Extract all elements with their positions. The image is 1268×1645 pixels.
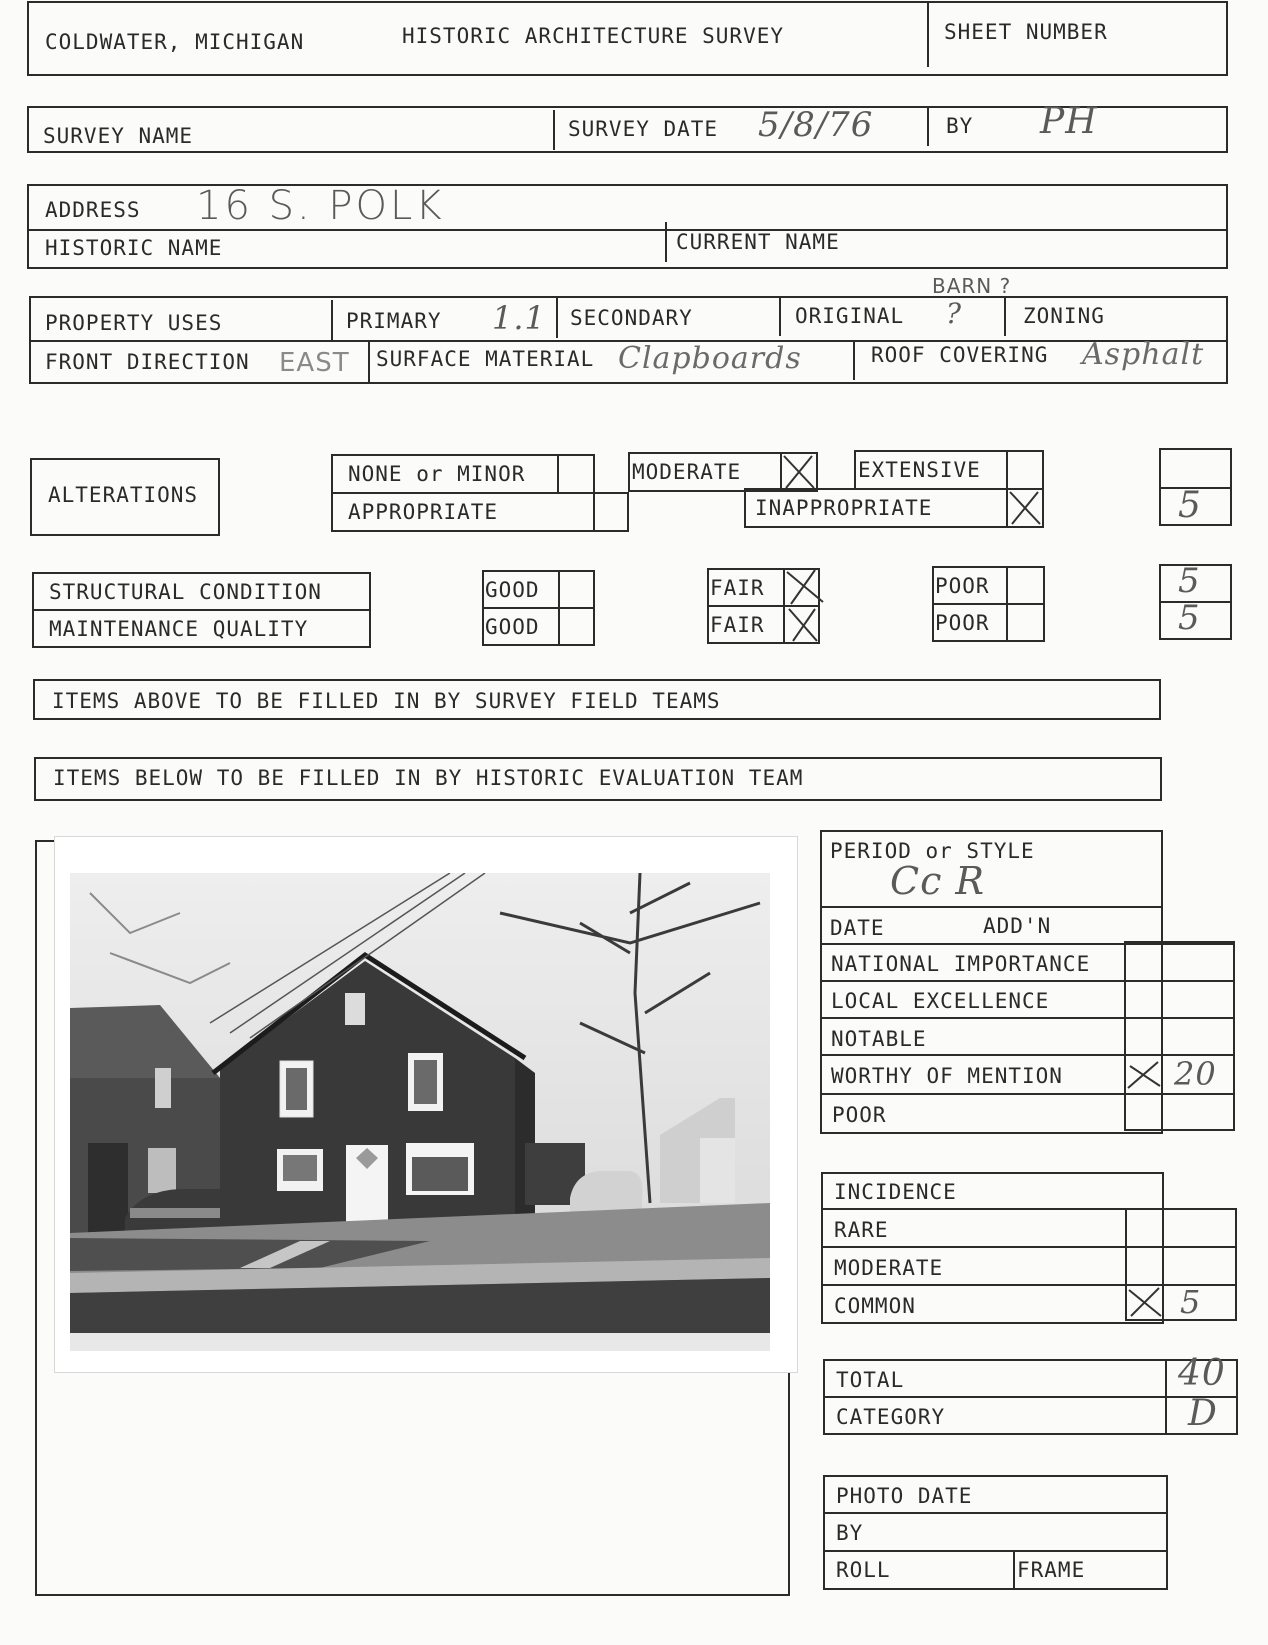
roof-covering-label: ROOF COVERING <box>871 343 1049 367</box>
historic-name-label: HISTORIC NAME <box>45 236 223 260</box>
survey-divider-2 <box>927 106 929 146</box>
roll-frame-divider <box>1013 1550 1015 1590</box>
good-check-divider <box>558 570 560 646</box>
sheet-number-label: SHEET NUMBER <box>944 20 1108 44</box>
alterations-score: 5 <box>1178 485 1202 526</box>
category-value: D <box>1188 1393 1218 1434</box>
inc-row-2 <box>821 1246 1237 1248</box>
survey-by-value: PH <box>1040 101 1098 142</box>
current-name-divider <box>665 222 667 262</box>
evaluation-check-divider <box>1161 941 1163 1131</box>
inc-row-3 <box>821 1284 1237 1286</box>
eval-row-6 <box>820 1093 1235 1095</box>
structural-poor-label: POOR <box>935 574 990 598</box>
survey-date-value: 5/8/76 <box>758 105 874 145</box>
original-label: ORIGINAL <box>795 304 905 328</box>
condition-label-divider <box>32 609 371 611</box>
incidence-label: INCIDENCE <box>834 1180 957 1204</box>
totals-value-divider <box>1165 1359 1167 1435</box>
alterations-label: ALTERATIONS <box>48 483 199 507</box>
maintenance-fair-label: FAIR <box>710 613 765 637</box>
primary-value: 1.1 <box>492 299 546 337</box>
address-value: 16 S. POLK <box>196 183 445 229</box>
surface-material-label: SURFACE MATERIAL <box>376 347 595 371</box>
house-photograph <box>70 873 770 1351</box>
address-label: ADDRESS <box>45 198 141 222</box>
survey-by-label: BY <box>946 114 974 138</box>
frame-label: FRAME <box>1017 1558 1086 1582</box>
structural-fair-label: FAIR <box>710 576 765 600</box>
moderate-check-mark <box>780 452 818 492</box>
national-importance-label: NATIONAL IMPORTANCE <box>831 952 1091 976</box>
none-minor-label: NONE or MINOR <box>348 462 526 486</box>
roof-covering-value: Asphalt <box>1082 337 1205 372</box>
uses-div-5 <box>368 342 370 382</box>
maintenance-fair-check-mark <box>783 605 823 644</box>
photo-date-label: PHOTO DATE <box>836 1484 973 1508</box>
inappropriate-check-mark <box>1006 488 1044 528</box>
uses-div-3 <box>779 296 781 336</box>
structural-score: 5 <box>1178 561 1201 601</box>
common-score: 5 <box>1180 1283 1202 1321</box>
structural-fair-check-mark <box>783 568 827 605</box>
eval-poor-label: POOR <box>832 1103 887 1127</box>
zoning-label: ZONING <box>1023 304 1105 328</box>
form-title: HISTORIC ARCHITECTURE SURVEY <box>402 24 785 48</box>
photo-info-row-1 <box>823 1512 1168 1514</box>
original-value: ? <box>946 297 963 330</box>
poor-check-divider <box>1006 566 1008 642</box>
structural-condition-label: STRUCTURAL CONDITION <box>49 580 322 604</box>
maintenance-quality-label: MAINTENANCE QUALITY <box>49 617 309 641</box>
structural-good-label: GOOD <box>485 578 540 602</box>
items-below-note: ITEMS BELOW TO BE FILLED IN BY HISTORIC EVALUATION TEAM <box>53 766 804 790</box>
period-style-value: Cc R <box>890 859 986 903</box>
appropriate-label: APPROPRIATE <box>348 500 499 524</box>
period-style-label: PERIOD or STYLE <box>830 839 1035 863</box>
eval-row-4 <box>820 1017 1235 1019</box>
photo-info-row-2 <box>823 1550 1168 1552</box>
maintenance-good-label: GOOD <box>485 615 540 639</box>
original-note: BARN ? <box>932 274 1012 298</box>
local-excellence-label: LOCAL EXCELLENCE <box>831 989 1050 1013</box>
survey-date-label: SURVEY DATE <box>568 117 719 141</box>
date-label: DATE <box>830 916 885 940</box>
poor-divider <box>932 603 1045 605</box>
extensive-label: EXTENSIVE <box>858 458 981 482</box>
address-row-divider <box>27 229 1228 231</box>
notable-label: NOTABLE <box>831 1027 927 1051</box>
photo-by-label: BY <box>836 1521 864 1545</box>
date-value: ADD'N <box>983 914 1052 938</box>
good-divider <box>482 607 595 609</box>
worthy-score: 20 <box>1174 1055 1217 1093</box>
items-above-note: ITEMS ABOVE TO BE FILLED IN BY SURVEY FIELD TEAMS <box>52 689 721 713</box>
inc-moderate-label: MODERATE <box>834 1256 944 1280</box>
eval-row-5 <box>820 1054 1235 1056</box>
rare-label: RARE <box>834 1218 889 1242</box>
surface-material-value: Clapboards <box>618 341 802 376</box>
current-name-label: CURRENT NAME <box>676 230 840 254</box>
none-minor-check-divider <box>557 454 559 494</box>
worthy-of-mention-label: WORTHY OF MENTION <box>831 1064 1063 1088</box>
appropriate-check-divider <box>593 492 595 532</box>
maintenance-poor-label: POOR <box>935 611 990 635</box>
header-divider <box>927 1 929 67</box>
maintenance-score: 5 <box>1178 598 1201 638</box>
worthy-check-mark <box>1124 1056 1164 1092</box>
total-label: TOTAL <box>836 1368 905 1392</box>
city-label: COLDWATER, MICHIGAN <box>45 30 305 54</box>
uses-div-4 <box>1004 296 1006 336</box>
inappropriate-label: INAPPROPRIATE <box>755 496 933 520</box>
eval-row-3 <box>820 980 1235 982</box>
extensive-check-divider <box>1006 450 1008 490</box>
common-label: COMMON <box>834 1294 916 1318</box>
eval-row-2 <box>820 943 1235 945</box>
uses-div-6 <box>853 340 855 380</box>
front-direction-value: EAST <box>279 348 350 378</box>
property-uses-label: PROPERTY USES <box>45 311 223 335</box>
common-check-mark <box>1125 1284 1165 1320</box>
secondary-label: SECONDARY <box>570 306 693 330</box>
total-value: 40 <box>1178 1353 1226 1394</box>
evaluation-score-column <box>1124 941 1235 1131</box>
survey-name-label: SURVEY NAME <box>43 124 194 148</box>
survey-divider-1 <box>553 110 555 150</box>
uses-div-2 <box>556 298 558 338</box>
eval-row-1 <box>820 906 1163 908</box>
primary-label: PRIMARY <box>346 309 442 333</box>
evaluation-box <box>820 830 1163 1134</box>
roll-label: ROLL <box>836 1558 891 1582</box>
category-label: CATEGORY <box>836 1405 946 1429</box>
uses-div-1 <box>331 300 333 340</box>
moderate-label: MODERATE <box>632 460 742 484</box>
inc-row-1 <box>821 1208 1237 1210</box>
front-direction-label: FRONT DIRECTION <box>45 350 250 374</box>
totals-divider <box>823 1396 1238 1398</box>
